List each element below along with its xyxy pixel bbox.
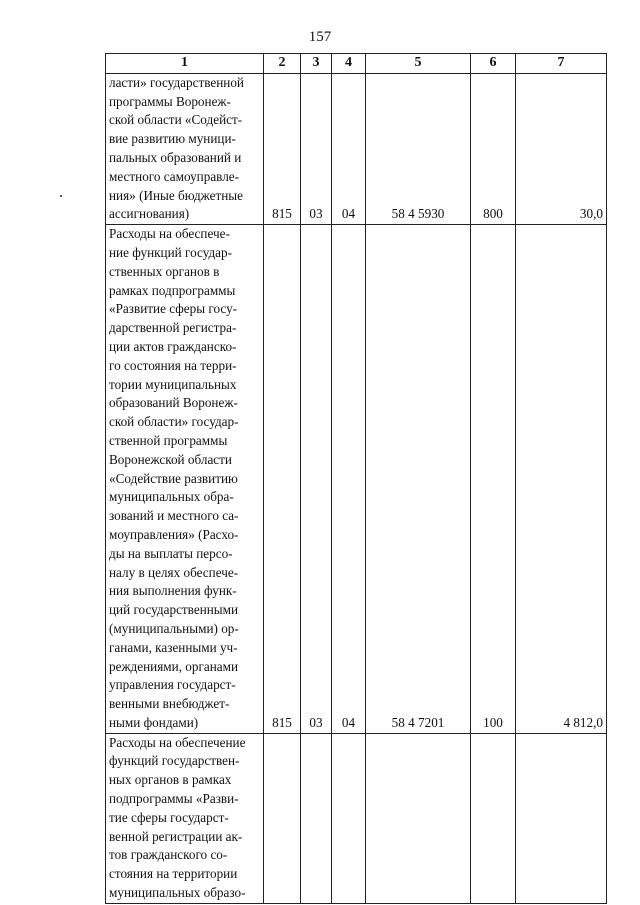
row-subsection-code: 04 — [332, 73, 366, 224]
row-target-code: 58 4 7201 — [366, 225, 471, 734]
row-target-code — [366, 733, 471, 903]
row-description: ласти» государственной программы Воронеж- ской области «Содейст- вие развитию муници- пальных образований и местного самоуправле- ния» (Иные бюджетные ассигнования) — [106, 73, 264, 224]
row-ministry-code — [264, 733, 301, 903]
row-amount: 30,0 — [516, 73, 607, 224]
budget-table — [105, 53, 607, 904]
row-target-code: 58 4 5930 — [366, 73, 471, 224]
header-col-4: 4 — [332, 54, 366, 74]
row-description: Расходы на обеспечение функций государствен- ных органов в рамках подпрограммы «Разви- тие сферы государст- венной регистрации ак- тов гражданского со- стояния на территории муниципальных образо- — [106, 733, 264, 903]
row-section-code: 03 — [301, 73, 332, 224]
scan-speck — [60, 195, 62, 197]
header-col-1: 1 — [106, 54, 264, 74]
header-col-7: 7 — [516, 54, 607, 74]
table-row — [106, 73, 607, 224]
row-expense-type: 100 — [471, 225, 516, 734]
header-col-6: 6 — [471, 54, 516, 74]
row-amount: 4 812,0 — [516, 225, 607, 734]
header-col-3: 3 — [301, 54, 332, 74]
row-expense-type — [471, 733, 516, 903]
table-row — [106, 225, 607, 734]
header-col-5: 5 — [366, 54, 471, 74]
row-subsection-code: 04 — [332, 225, 366, 734]
row-amount — [516, 733, 607, 903]
row-section-code: 03 — [301, 225, 332, 734]
header-col-2: 2 — [264, 54, 301, 74]
row-ministry-code: 815 — [264, 225, 301, 734]
row-section-code — [301, 733, 332, 903]
header-row — [106, 54, 607, 74]
row-expense-type: 800 — [471, 73, 516, 224]
row-subsection-code — [332, 733, 366, 903]
table-row — [106, 733, 607, 903]
row-ministry-code: 815 — [264, 73, 301, 224]
page-number: 157 — [308, 29, 332, 45]
row-description: Расходы на обеспече- ние функций государ- ственных органов в рамках подпрограммы «Развитие сферы госу- дарственной регистра- ции актов гражданско- го состояния на терри- тории муниципальных образований Воронеж- ской области» государ- ственной программы Воронежской области «Содействие развитию муниципальных обра- зований и местного са- моуправления» (Расхо- ды на выплаты персо- налу в целях обеспече- ния выполнения функ- ций государственными (муниципальными) ор- ганами, казенными уч- реждениями, органами управления государст- венными внебюджет- ными фондами) — [106, 225, 264, 734]
